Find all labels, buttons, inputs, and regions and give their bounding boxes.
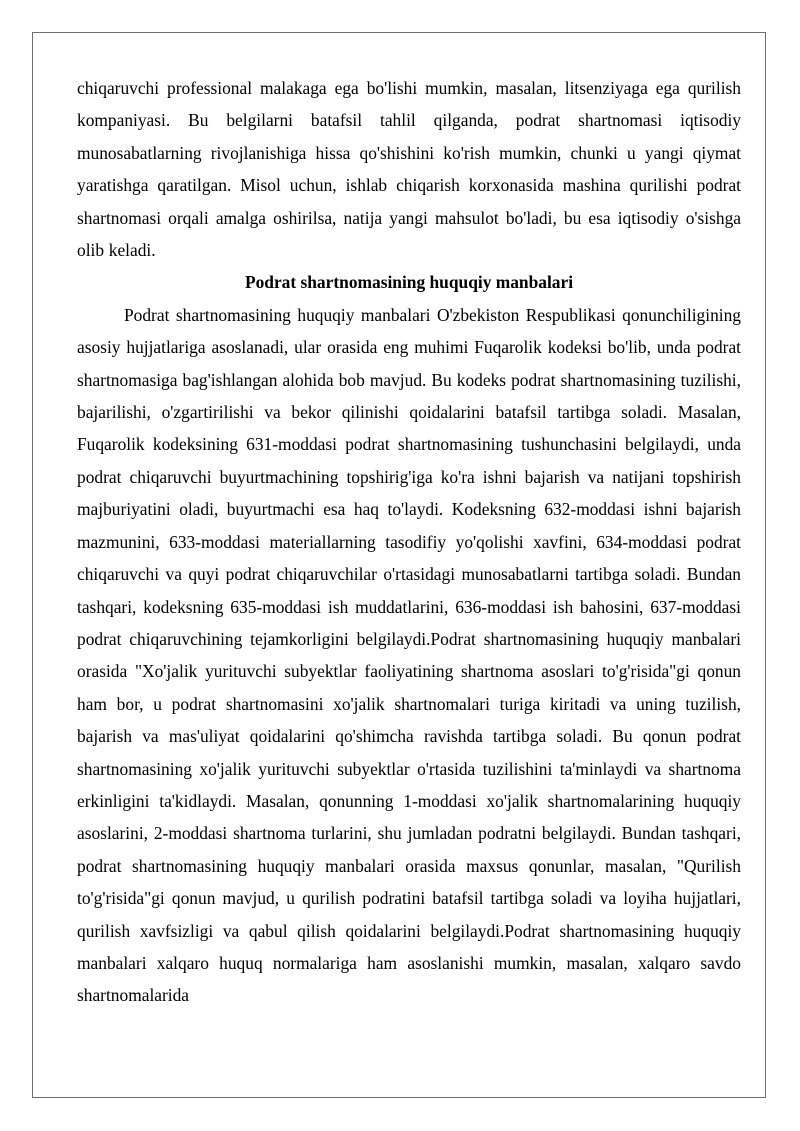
document-body bbox=[77, 72, 741, 1012]
section-heading: Podrat shartnomasining huquqiy manbalari bbox=[244, 272, 574, 293]
paragraph-continuation: chiqaruvchi professional malakaga ega bo'lishi mumkin, masalan, litsenziyaga ega qurilish kompaniyasi. Bu belgilarni batafsil tahlil qilganda, podrat shartnomasi iqtisodiy munosabatlarning rivojlanishiga hissa qo'shishini ko'rish mumkin, chunki u yangi qiymat yaratishga qaratilgan. Misol uchun, ishlab chiqarish korxonasida mashina qurilishi podrat shartnomasi orqali amalga oshirilsa, natija yangi mahsulot bo'ladi, bu esa iqtisodiy o'sishga olib keladi. bbox=[77, 78, 741, 261]
paragraph-legal-sources: Podrat shartnomasining huquqiy manbalari O'zbekiston Respublikasi qonunchiligining asosiy hujjatlariga asoslanadi, ular orasida eng muhimi Fuqarolik kodeksi bo'lib, unda podrat shartnomasiga bag'ishlangan alohida bob mavjud. Bu kodeks podrat shartnomasining tuzilishi, bajarilishi, o'zgartirilishi va bekor qilinishi qoidalarini batafsil tartibga soladi. Masalan, Fuqarolik kodeksining 631-moddasi podrat shartnomasining tushunchasini belgilaydi, unda podrat chiqaruvchi buyurtmachining topshirig'iga ko'ra ishni bajarish va natijani topshirish majburiyatini oladi, buyurtmachi esa haq to'laydi. Kodeksning 632-moddasi ishni bajarish mazmunini, 633-moddasi materiallarning tasodifiy yo'qolishi xavfini, 634-moddasi podrat chiqaruvchi va quyi podrat chiqaruvchilar o'rtasidagi munosabatlarni tartibga soladi. Bundan tashqari, kodeksning 635-moddasi ish muddatlarini, 636-moddasi ish bahosini, 637-moddasi podrat chiqaruvchining tejamkorligini belgilaydi.Podrat shartnomasining huquqiy manbalari orasida "Xo'jalik yurituvchi subyektlar faoliyatining shartnoma asoslari to'g'risida"gi qonun ham bor, u podrat shartnomasini xo'jalik shartnomalari turiga kiritadi va uning tuzilish, bajarish va mas'uliyat qoidalarini qo'shimcha ravishda tartibga soladi. Bu qonun podrat shartnomasining xo'jalik yurituvchi subyektlar o'rtasida tuzilishini ta'minlaydi va shartnoma erkinligini ta'kidlaydi. Masalan, qonunning 1-moddasi xo'jalik shartnomalarining huquqiy asoslarini, 2-moddasi shartnoma turlarini, shu jumladan podratni belgilaydi. Bundan tashqari, podrat shartnomasining huquqiy manbalari orasida maxsus qonunlar, masalan, "Qurilish to'g'risida"gi qonun mavjud, u qurilish podratini batafsil tartibga soladi va loyiha hujjatlari, qurilish xavfsizligi va qabul qilish qoidalarini belgilaydi.Podrat shartnomasining huquqiy manbalari xalqaro huquq normalariga ham asoslanishi mumkin, masalan, xalqaro savdo shartnomalarida bbox=[77, 304, 741, 1006]
